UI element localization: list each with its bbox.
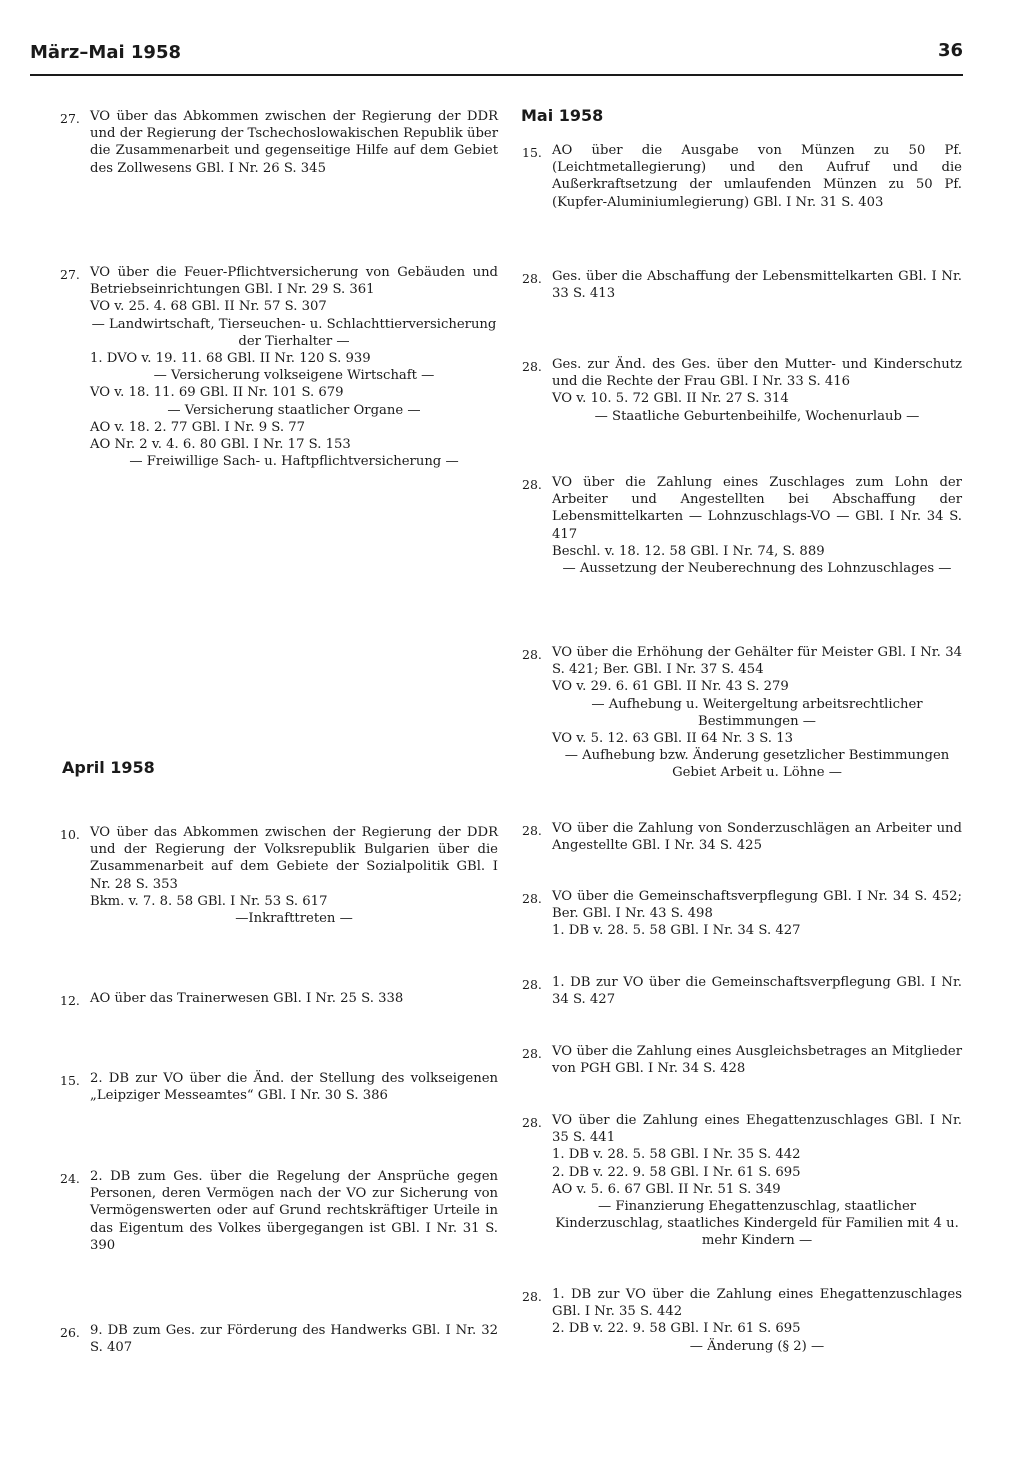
entry-sub: VO v. 10. 5. 72 GBl. II Nr. 27 S. 314	[552, 391, 789, 407]
entry-day: 28.	[522, 891, 542, 906]
list-item	[60, 1322, 498, 1356]
entry-sub: 1. DVO v. 19. 11. 68 GBl. II Nr. 120 S. 939	[90, 351, 371, 367]
entry-day: 15.	[522, 145, 542, 160]
list-item	[522, 974, 962, 1008]
entry-note: — Versicherung volkseigene Wirtschaft —	[153, 368, 435, 384]
list-item	[60, 264, 498, 470]
entry-day: 27.	[60, 267, 80, 282]
header-title: März–Mai 1958	[30, 42, 182, 63]
list-item	[522, 820, 962, 854]
entry-note: — Staatliche Geburtenbeihilfe, Wochenurlaub —	[594, 408, 920, 424]
list-item	[60, 108, 498, 177]
entry-sub: AO Nr. 2 v. 4. 6. 80 GBl. I Nr. 17 S. 153	[90, 437, 351, 453]
entry-text: VO über die Gemeinschaftsverpflegung GBl. I Nr. 34 S. 452; Ber. GBl. I Nr. 43 S. 498	[552, 889, 962, 922]
entry-note: — Finanzierung Ehegattenzuschlag, staatlicher Kinderzuschlag, staatliches Kindergeld für Familien mit 4 u. mehr Kindern —	[555, 1199, 959, 1249]
entry-sub: 1. DB v. 28. 5. 58 GBl. I Nr. 35 S. 442	[552, 1147, 801, 1163]
list-item	[522, 1286, 962, 1355]
entry-note: — Freiwillige Sach- u. Haftpflichtversicherung —	[129, 454, 459, 470]
entry-text: 2. DB zum Ges. über die Regelung der Ansprüche gegen Personen, deren Vermögen nach der VO zur Sicherung von Vermögenswerten oder auf Grund rechtskräftiger Urteile in das Eigentum des Volkes übergegangen ist GBl. I Nr. 31 S. 390	[90, 1169, 498, 1253]
list-item	[60, 990, 498, 1007]
list-item	[522, 356, 962, 425]
entry-day: 27.	[60, 111, 80, 126]
entry-sub: Bkm. v. 7. 8. 58 GBl. I Nr. 53 S. 617	[90, 893, 328, 909]
entry-note: — Aufhebung bzw. Änderung gesetzlicher Bestimmungen Gebiet Arbeit u. Löhne —	[564, 748, 950, 781]
entry-day: 15.	[60, 1073, 80, 1088]
entry-day: 12.	[60, 993, 80, 1008]
entry-sub: VO v. 25. 4. 68 GBl. II Nr. 57 S. 307	[90, 299, 327, 315]
entry-day: 10.	[60, 827, 80, 842]
entry-sub: AO v. 18. 2. 77 GBl. I Nr. 9 S. 77	[90, 419, 306, 435]
section-heading-april: April 1958	[62, 758, 155, 777]
entry-note: — Änderung (§ 2) —	[689, 1338, 825, 1354]
entry-text: 1. DB zur VO über die Gemeinschaftsverpflegung GBl. I Nr. 34 S. 427	[552, 975, 962, 1008]
section-heading-mai: Mai 1958	[521, 106, 604, 125]
list-item	[522, 474, 962, 577]
entry-note: —Inkrafttreten —	[235, 911, 353, 927]
entry-text: VO über die Zahlung eines Zuschlages zum Lohn der Arbeiter und Angestellten bei Abschaffung der Lebensmittelkarten — Lohnzuschlags-VO — GBl. I Nr. 34 S. 417	[552, 475, 962, 542]
list-item	[522, 268, 962, 302]
entry-note: — Aufhebung u. Weitergeltung arbeitsrechtlicher Bestimmungen —	[591, 696, 923, 729]
list-item	[60, 1168, 498, 1254]
entry-text: VO über die Erhöhung der Gehälter für Meister GBl. I Nr. 34 S. 421; Ber. GBl. I Nr. 37 S. 454	[552, 645, 962, 678]
list-item	[522, 142, 962, 211]
entry-text: AO über das Trainerwesen GBl. I Nr. 25 S. 338	[90, 991, 404, 1006]
entry-day: 28.	[522, 977, 542, 992]
entry-note: — Aussetzung der Neuberechnung des Lohnzuschlages —	[562, 561, 952, 577]
entry-day: 28.	[522, 1046, 542, 1061]
entry-sub: 2. DB v. 22. 9. 58 GBl. I Nr. 61 S. 695	[552, 1164, 801, 1180]
entry-sub: Beschl. v. 18. 12. 58 GBl. I Nr. 74, S. 889	[552, 543, 825, 559]
entry-text: 9. DB zum Ges. zur Förderung des Handwerks GBl. I Nr. 32 S. 407	[90, 1323, 498, 1356]
entry-sub: 1. DB v. 28. 5. 58 GBl. I Nr. 34 S. 427	[552, 923, 801, 939]
entry-sub: 2. DB v. 22. 9. 58 GBl. I Nr. 61 S. 695	[552, 1321, 801, 1337]
entry-text: VO über die Zahlung eines Ehegattenzuschlages GBl. I Nr. 35 S. 441	[552, 1113, 962, 1146]
entry-day: 28.	[522, 359, 542, 374]
entry-day: 28.	[522, 1115, 542, 1130]
entry-day: 24.	[60, 1171, 80, 1186]
entry-text: VO über die Zahlung eines Ausgleichsbetrages an Mitglieder von PGH GBl. I Nr. 34 S. 428	[552, 1044, 962, 1077]
list-item	[60, 824, 498, 927]
list-item	[522, 1112, 962, 1250]
entry-sub: VO v. 29. 6. 61 GBl. II Nr. 43 S. 279	[552, 679, 789, 695]
entry-text: VO über das Abkommen zwischen der Regierung der DDR und der Regierung der Volksrepublik Bulgarien über die Zusammenarbeit auf dem Gebiete der Sozialpolitik GBl. I Nr. 28 S. 353	[90, 825, 498, 892]
entry-text: Ges. über die Abschaffung der Lebensmittelkarten GBl. I Nr. 33 S. 413	[552, 269, 962, 302]
page-number: 36	[937, 40, 963, 61]
entry-sub: AO v. 5. 6. 67 GBl. II Nr. 51 S. 349	[552, 1181, 781, 1197]
list-item	[522, 888, 962, 940]
entry-text: VO über die Zahlung von Sonderzuschlägen an Arbeiter und Angestellte GBl. I Nr. 34 S. 425	[552, 821, 962, 854]
entry-text: 1. DB zur VO über die Zahlung eines Ehegattenzuschlages GBl. I Nr. 35 S. 442	[552, 1287, 962, 1320]
entry-day: 28.	[522, 271, 542, 286]
entry-day: 28.	[522, 823, 542, 838]
entry-note: — Versicherung staatlicher Organe —	[167, 402, 421, 418]
entry-text: VO über die Feuer-Pflichtversicherung von Gebäuden und Betriebseinrichtungen GBl. I Nr. 29 S. 361	[90, 265, 498, 298]
header-rule	[30, 74, 963, 76]
list-item	[522, 1043, 962, 1077]
entry-day: 26.	[60, 1325, 80, 1340]
entry-text: 2. DB zur VO über die Änd. der Stellung des volkseigenen „Leipziger Messeamtes“ GBl. I Nr. 30 S. 386	[90, 1071, 498, 1104]
list-item	[522, 644, 962, 782]
entry-sub: VO v. 5. 12. 63 GBl. II 64 Nr. 3 S. 13	[552, 731, 793, 747]
entry-text: Ges. zur Änd. des Ges. über den Mutter- und Kinderschutz und die Rechte der Frau GBl. I Nr. 33 S. 416	[552, 357, 962, 390]
entry-day: 28.	[522, 647, 542, 662]
entry-text: VO über das Abkommen zwischen der Regierung der DDR und der Regierung der Tschechoslowakischen Republik über die Zusammenarbeit und gegenseitige Hilfe auf dem Gebiet des Zollwesens GBl. I Nr. 26 S. 345	[90, 109, 498, 176]
entry-day: 28.	[522, 1289, 542, 1304]
list-item	[60, 1070, 498, 1104]
page-header	[30, 42, 963, 78]
entry-sub: VO v. 18. 11. 69 GBl. II Nr. 101 S. 679	[90, 385, 344, 401]
entry-note: — Landwirtschaft, Tierseuchen- u. Schlachttierversicherung der Tierhalter —	[91, 316, 497, 349]
entry-day: 28.	[522, 477, 542, 492]
entry-text: AO über die Ausgabe von Münzen zu 50 Pf. (Leichtmetallegierung) und den Aufruf und die Außerkraftsetzung der umlaufenden Münzen zu 50 Pf. (Kupfer-Aluminiumlegierung) GBl. I Nr. 31 S. 403	[552, 143, 962, 210]
